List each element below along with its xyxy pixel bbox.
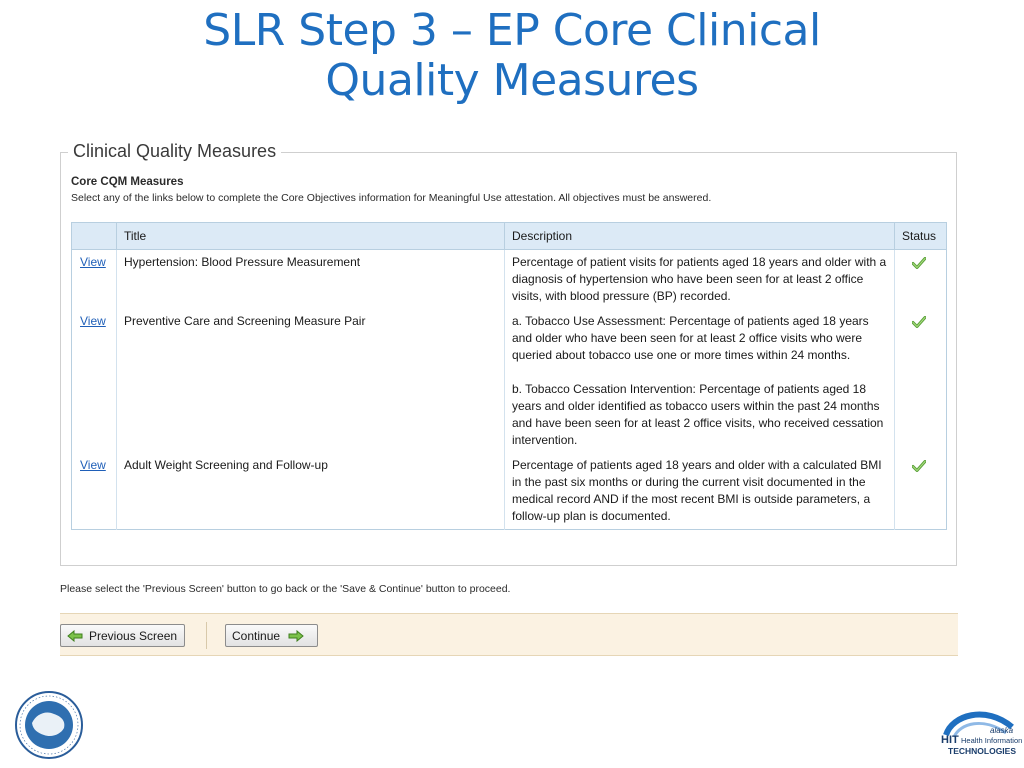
table-header-row [72,223,947,250]
view-link-adult-weight[interactable]: View [80,458,106,472]
core-cqm-heading: Core CQM Measures [71,176,184,188]
check-icon [912,316,926,333]
continue-label: Continue [232,628,281,643]
logo-alaska-text: alaska [990,726,1014,735]
check-icon [912,257,926,274]
core-cqm-description: Select any of the links below to complete the Core Objectives information for Meaningful Use attestation. All objectives must be answered. [71,192,712,204]
row-description-b: b. Tobacco Cessation Intervention: Percentage of patients aged 18 years and older identified as tobacco users within the past 24 months and have been seen for at least 2 office visits, who received cessation intervention. [512,382,884,447]
row-description: Percentage of patients aged 18 years and older with a calculated BMI in the past six months or during the current visit documented in the medical record AND if the most recent BMI is outside parameters, a follow-up plan is documented. [512,458,882,523]
view-link-preventive-care[interactable]: View [80,314,106,328]
cqm-table [71,222,947,530]
slide-title-line-2: Quality Measures [325,55,699,106]
arrow-left-icon [67,630,83,642]
check-icon [912,460,926,477]
row-description-a: a. Tobacco Use Assessment: Percentage of patients aged 18 years and older who have been seen for at least 2 office visits who were queried about tobacco use one or more times within 24 months. [512,314,869,362]
button-bar [60,613,958,656]
state-of-alaska-seal-icon [14,690,84,765]
slide-title-line-1: SLR Step 3 – EP Core Clinical [203,5,821,56]
header-view [72,223,117,250]
previous-screen-button[interactable] [60,624,185,647]
header-title: Title [117,223,505,250]
footer-note: Please select the 'Previous Screen' button to go back or the 'Save & Continue' button to proceed. [60,583,511,595]
previous-screen-label: Previous Screen [89,628,178,643]
row-title: Preventive Care and Screening Measure Pair [117,309,505,453]
row-title: Hypertension: Blood Pressure Measurement [117,250,505,310]
logo-technologies-text: TECHNOLOGIES [948,746,1017,756]
continue-button[interactable] [225,624,318,647]
logo-health-info-text: Health Information [961,736,1023,745]
logo-hit-text: HIT [941,734,959,746]
slide-title [0,6,1024,106]
header-description: Description [505,223,895,250]
table-row [72,250,947,310]
button-divider [206,622,207,649]
arrow-right-icon [288,630,304,642]
row-description: Percentage of patient visits for patients aged 18 years and older with a diagnosis of hypertension who have been seen for at least 2 office visits, with blood pressure (BP) recorded. [512,255,887,303]
row-title: Adult Weight Screening and Follow-up [117,453,505,530]
panel-legend: Clinical Quality Measures [68,141,281,162]
table-row [72,309,947,453]
table-row [72,453,947,530]
header-status: Status [895,223,947,250]
view-link-hypertension[interactable]: View [80,255,106,269]
alaska-hit-logo-icon [940,705,1023,761]
